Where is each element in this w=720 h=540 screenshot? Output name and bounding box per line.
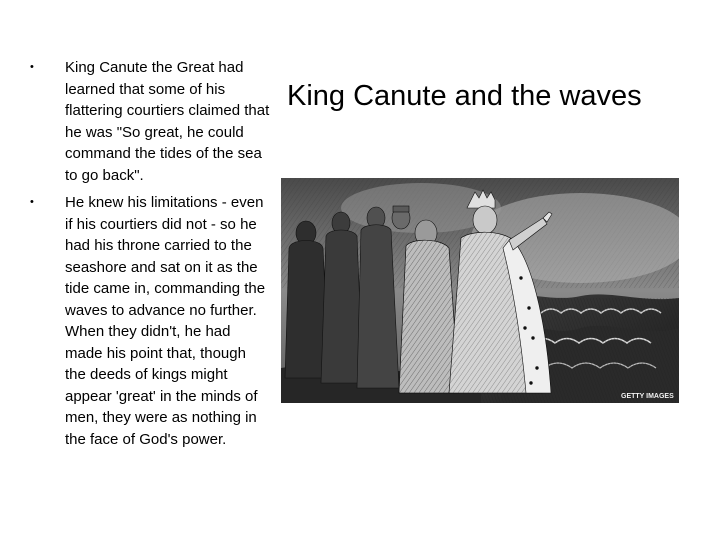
canute-engraving-image [281, 178, 679, 403]
engraving-illustration [281, 178, 679, 403]
bullet-text: King Canute the Great had learned that some of his flattering courtiers claimed that he was "So great, he could command the tides of the sea to go back". [65, 59, 270, 184]
bullet-dot-icon: • [30, 196, 34, 208]
watermark-text: GETTY IMAGES [621, 393, 674, 400]
bullet-text: He knew his limitations - even if his courtiers did not - so he had his throne carried to the seashore and sat on it as the tide came in, commanding the waves to advance no further. When they didn't, he had made his point that, though the deeds of kings might appear 'great' in the minds of men, they were as nothing in the face of God's power. [65, 194, 266, 448]
bullet-item [30, 57, 270, 186]
slide-title: King Canute and the waves [287, 80, 642, 112]
bullet-item [30, 192, 270, 450]
bullet-list [30, 57, 270, 456]
bullet-dot-icon: • [30, 61, 34, 73]
